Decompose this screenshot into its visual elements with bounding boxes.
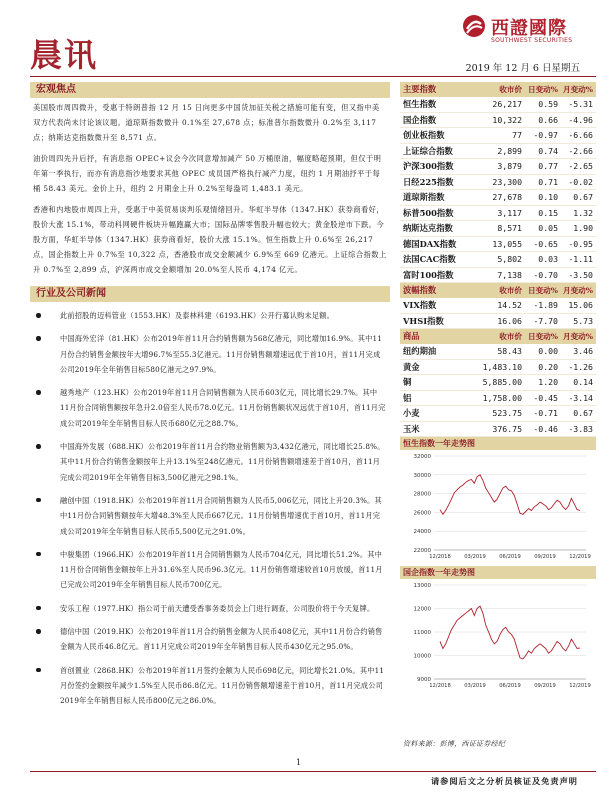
row-label: 小麦 — [403, 408, 420, 418]
row-value: 14.52 — [497, 300, 522, 310]
y-tick-label: 10000 — [413, 653, 431, 660]
row-label: 黄金 — [403, 361, 420, 372]
row-value: 26,217 — [492, 99, 522, 109]
row-label: 上证综合指数 — [403, 145, 453, 156]
row-value: 523.75 — [492, 408, 522, 418]
row-label: 德国DAX指数 — [403, 238, 457, 249]
logo-chinese-name: 西證國際 — [491, 18, 567, 39]
news-list — [30, 308, 390, 709]
news-text: 首创置业（2868.HK）公布2019年首11月签约金额为人民币698亿元，同比增长21.0%。其中11月份签约金额按年减少1.5%至人民币86.8亿元。11月份销售额增速差于首10月，首11月完成公司2019年全年销售目标人民币800亿元之86.0%。 — [60, 665, 385, 706]
row-value: 0.71 — [538, 176, 558, 187]
row-value: 3,879 — [497, 161, 522, 171]
y-tick-label: 9000 — [417, 677, 431, 683]
row-value: 16.06 — [497, 315, 522, 326]
commodities-table — [400, 344, 596, 437]
x-tick-label: 12/2018 — [429, 683, 451, 689]
bullet-icon — [36, 313, 41, 318]
y-tick-label: 13000 — [413, 583, 431, 589]
hsi-line-chart — [400, 450, 596, 566]
x-tick-label: 09/2019 — [534, 683, 556, 689]
indices-table — [400, 97, 596, 283]
logo-english-name: SOUTHWEST SECURITIES — [491, 37, 573, 44]
table-row — [400, 298, 596, 314]
news-text: 德信中国（2019.HK）公布2019年首11月合约销售金额为人民币408亿元，其中11月份合约销售金额为人民币46.8亿元。首11月完成公司2019年全年销售目标人民币430亿元之95.0%。 — [60, 627, 383, 652]
table-row — [400, 344, 596, 360]
hscei-line-chart — [400, 579, 596, 695]
news-item — [30, 547, 390, 593]
row-value: 0.66 — [538, 114, 558, 125]
table-row — [400, 113, 596, 129]
header-divider — [30, 76, 596, 77]
row-value: 1,483.10 — [482, 361, 522, 372]
row-value: -0.97 — [533, 130, 558, 140]
x-tick-label: 06/2019 — [499, 683, 521, 689]
bullet-icon — [36, 629, 41, 634]
row-label: VHSI指数 — [403, 315, 444, 326]
row-label: VIX指数 — [403, 300, 437, 310]
market-sidebar — [400, 82, 596, 749]
x-tick-label: 06/2019 — [499, 554, 521, 560]
row-label: 道琼斯指数 — [403, 192, 445, 202]
macro-paragraph: 美国股市周四微升，受惠于特朗普指 12 月 15 日向更多中国货加征关税之措施可能有变，但又指中美双方代表尚未讨论该议题。道琼斯指数微升 0.1%至 27,678 点；标准普尔指数微升 0.2%至 3,117 点；纳斯达克指数微升至 8,571 点。 — [33, 103, 380, 142]
row-label: 沪深300指数 — [403, 161, 454, 171]
hscei-chart-title: 国企指数一年走势图 — [400, 566, 596, 579]
news-text: 中国海外发展（688.HK）公布2019年首11月合约物业销售额为3,432亿港元，同比增长25.8%。其中11月份合约销售金额按年上升13.1%至248亿港元。11月份销售额增速差于首10月，首11月完成公司2019年全年销售目标3,500亿港元之98.1%。 — [60, 442, 385, 482]
macro-section-heading: 宏观焦点 — [30, 82, 390, 98]
table-row — [400, 97, 596, 113]
row-value: -0.45 — [533, 392, 558, 403]
row-value: -3.83 — [568, 423, 593, 434]
main-column — [30, 82, 390, 717]
row-value: 15.06 — [568, 300, 593, 310]
y-tick-label: 28000 — [413, 491, 431, 498]
row-label: 恒生指数 — [403, 99, 437, 109]
column-header: 日变动% — [528, 286, 558, 295]
column-header: 收市价 — [499, 286, 522, 295]
brand-logo — [462, 12, 592, 48]
row-value: 5,802 — [497, 254, 522, 264]
row-value: 1.20 — [538, 377, 558, 387]
column-header: 月变动% — [563, 85, 593, 94]
table-row — [400, 144, 596, 160]
row-value: 0.20 — [538, 361, 558, 372]
series-line — [440, 475, 580, 515]
news-item — [30, 601, 390, 616]
row-value: 0.67 — [573, 192, 593, 202]
column-header: 主要指数 — [403, 84, 437, 94]
bullet-icon — [36, 390, 41, 395]
row-label: 纽约期油 — [403, 346, 437, 356]
y-tick-label: 11000 — [413, 630, 431, 636]
industry-section-heading: 行业及公司新闻 — [30, 286, 390, 302]
x-tick-label: 12/2019 — [569, 683, 591, 689]
row-value: -3.50 — [568, 269, 593, 280]
row-value: 0.10 — [538, 192, 558, 202]
row-value: -1.89 — [533, 300, 558, 310]
row-value: 2,899 — [497, 145, 522, 156]
row-value: 5.73 — [573, 315, 593, 326]
y-tick-label: 26000 — [413, 510, 431, 517]
row-value: 1.32 — [573, 207, 593, 218]
table-row — [400, 422, 596, 438]
column-header: 收市价 — [499, 332, 522, 341]
row-value: 5,885.00 — [482, 377, 522, 387]
news-text: 安乐工程（1977.HK）指公司于前天遭受香事务委员会上门进行调查，公司股价将于今天复牌。 — [60, 603, 375, 613]
row-value: 3.46 — [573, 346, 593, 356]
row-label: 富时100指数 — [403, 269, 454, 280]
news-text: 融创中国（1918.HK）公布2019年首11月合同销售额为人民币5,006亿元，同比上升20.3%。其中11月份合同销售额按年大增48.3%至人民币667亿元。11月份销售增速优于首10月，首11月完成公司2019年全年销售目标人民币5,500亿元之91.0%。 — [60, 495, 382, 536]
row-label: 玉米 — [403, 423, 420, 434]
indices-table-header — [400, 82, 596, 97]
row-value: -0.71 — [533, 408, 558, 418]
y-tick-label: 24000 — [413, 529, 431, 536]
bullet-icon — [36, 606, 41, 611]
news-item — [30, 308, 390, 323]
row-value: -7.70 — [533, 315, 558, 326]
row-value: 7,138 — [497, 269, 522, 280]
y-tick-label: 12000 — [413, 606, 431, 613]
column-header: 日变动% — [528, 85, 558, 94]
row-value: -0.70 — [533, 269, 558, 280]
macro-paragraph: 香港和内地股市周四上升，受惠于中美贸易谈判乐观情绪回升。华虹半导体（1347.HK）获券商看好，股价大涨 15.1%，带动科网硬件板块升幅跑赢大市；国际品牌零售股升幅也较大；黄金股逆市下跌。今股方面，华虹半导体（1347.HK）获券商看好，股价大涨 15.1%。恒生指数上升 0.6%至 26,217 点，国企指数上升 0.7%至 10,322 点，香港股市成交金额减少 6.9%至 669 亿港元。上证综合指数上升 0.7%至 2,899 点，沪深两市成交金额增加 20.0%至人民币 4,174 亿元。 — [33, 205, 387, 274]
x-tick-label: 03/2019 — [464, 683, 486, 689]
y-tick-label: 30000 — [413, 472, 431, 479]
y-tick-label: 32000 — [413, 454, 431, 460]
column-header: 日变动% — [528, 332, 558, 341]
row-value: 0.59 — [538, 99, 558, 109]
news-text: 此前招股的迈科管业（1553.HK）及泰林科建（6193.HK）公开行募认购未足额。 — [60, 311, 335, 320]
table-row — [400, 128, 596, 144]
news-text: 中骏集团（1966.HK）公布2019年首11月合同销售额为人民币704亿元，同比增长51.2%。其中11月份合同销售金额按年上升31.6%至人民币96.3亿元。11月份销售增速较首10月放缓，首11月已完成公司2019年全年销售目标人民币700亿元。 — [60, 549, 383, 590]
logo-mark-icon — [462, 14, 486, 38]
volatility-table — [400, 298, 596, 329]
row-value: -1.11 — [568, 254, 593, 264]
row-value: -2.65 — [568, 161, 593, 171]
table-row — [400, 237, 596, 253]
row-value: -4.96 — [568, 114, 593, 125]
table-row — [400, 221, 596, 237]
row-value: 0.05 — [538, 223, 558, 233]
row-value: 0.14 — [573, 377, 593, 387]
row-value: 0.77 — [538, 161, 558, 171]
row-value: 0.67 — [573, 408, 593, 418]
row-value: 58.43 — [497, 346, 522, 356]
y-tick-label: 22000 — [413, 548, 431, 554]
data-source: 资料来源：彭博，西证证券经纪 — [403, 740, 506, 748]
row-value: 1,758.00 — [482, 392, 522, 403]
table-row — [400, 375, 596, 391]
column-header: 商品 — [403, 331, 420, 341]
hsi-chart-title: 恒生指数一年走势图 — [400, 437, 596, 450]
x-tick-label: 12/2018 — [429, 554, 451, 560]
news-item — [30, 624, 390, 655]
row-value: 1.90 — [573, 223, 593, 233]
row-value: 0.00 — [538, 346, 558, 356]
table-row — [400, 314, 596, 330]
volatility-table-header — [400, 283, 596, 298]
bullet-icon — [36, 498, 41, 503]
table-row — [400, 190, 596, 206]
row-value: 77 — [512, 130, 522, 140]
page-number: 1 — [296, 758, 302, 767]
row-value: -3.14 — [568, 392, 593, 403]
news-text: 越秀地产（123.HK）公布2019年首11月合同销售额为人民币603亿元，同比增长29.7%。其中11月份合同销售额按年急升2.0倍至人民币78.0亿元。11月份销售额状况远优于首10月，首11月完成公司2019年全年销售目标人民币680亿元之88.7%。 — [60, 388, 386, 428]
news-item — [30, 385, 390, 431]
row-value: 23,300 — [492, 176, 522, 187]
row-value: -2.66 — [568, 145, 593, 156]
row-label: 纳斯达克指数 — [403, 223, 453, 233]
row-value: -1.26 — [568, 361, 593, 372]
bullet-icon — [36, 668, 41, 673]
row-value: -0.95 — [568, 238, 593, 249]
disclaimer-note: 请参阅后文之分析员核证及免责声明 — [430, 776, 578, 786]
row-value: 376.75 — [492, 423, 522, 434]
row-label: 标普500指数 — [403, 207, 454, 218]
row-label: 日经225指数 — [403, 176, 454, 187]
news-item — [30, 663, 390, 709]
bullet-icon — [36, 552, 41, 557]
row-value: 10,322 — [492, 114, 522, 125]
x-tick-label: 09/2019 — [534, 554, 556, 560]
macro-paragraph: 油价周四先升后抒，有消息指 OPEC+议会今次同意增加减产 50 万桶原油，幅度略超预期，但仅于明年第一季执行，而亦有消息指沙地要求其他 OPEC 成员国严格执行减产力度，纽约 1 月期油抒平于每桶 58.43 美元。金价上升，纽约 2 月期金上升 0.2%至每盎司 1,483.1 美元。 — [33, 154, 382, 193]
row-value: -0.46 — [533, 423, 558, 434]
row-value: 0.03 — [538, 254, 558, 264]
row-value: 0.15 — [538, 207, 558, 218]
table-row — [400, 391, 596, 407]
row-value: 13,055 — [492, 238, 522, 249]
row-value: -5.31 — [568, 99, 593, 109]
table-row — [400, 175, 596, 191]
x-tick-label: 03/2019 — [464, 554, 486, 560]
table-row — [400, 206, 596, 222]
row-value: -0.02 — [568, 176, 593, 187]
report-date: 2019 年 12 月 6 日星期五 — [465, 63, 580, 74]
table-row — [400, 159, 596, 175]
row-value: 8,571 — [497, 223, 522, 233]
bullet-icon — [36, 444, 41, 449]
commodities-table-header — [400, 329, 596, 344]
row-label: 铜 — [403, 377, 412, 387]
column-header: 收市价 — [499, 85, 522, 94]
column-header: 月变动% — [563, 332, 593, 341]
table-row — [400, 268, 596, 284]
series-line — [440, 606, 580, 659]
row-value: -0.65 — [533, 238, 558, 249]
row-label: 国企指数 — [403, 114, 437, 125]
row-label: 法国CAC指数 — [403, 254, 456, 264]
row-value: 27,678 — [492, 192, 522, 202]
news-text: 中国海外宏洋（81.HK）公布2019年首11月合约销售额为568亿港元，同比增加16.9%。其中11月份合约销售金额按年大增96.7%至55.3亿港元。11月份销售额增速远优于首10月，首11月完成公司2019年全年销售目标580亿港元之97.9%。 — [60, 334, 383, 374]
news-item — [30, 331, 390, 377]
table-row — [400, 360, 596, 376]
row-label: 创业板指数 — [403, 130, 445, 140]
row-value: 0.74 — [538, 145, 558, 156]
footer-divider — [30, 771, 596, 772]
row-label: 铝 — [403, 392, 412, 403]
news-item — [30, 439, 390, 485]
table-row — [400, 406, 596, 422]
table-row — [400, 252, 596, 268]
x-tick-label: 12/2019 — [569, 554, 591, 560]
row-value: -6.66 — [568, 130, 593, 140]
row-value: 3,117 — [497, 207, 522, 218]
bullet-icon — [36, 336, 41, 341]
column-header: 月变动% — [563, 286, 593, 295]
column-header: 波幅指数 — [403, 285, 437, 295]
report-title: 晨讯 — [30, 36, 99, 74]
news-item — [30, 493, 390, 539]
